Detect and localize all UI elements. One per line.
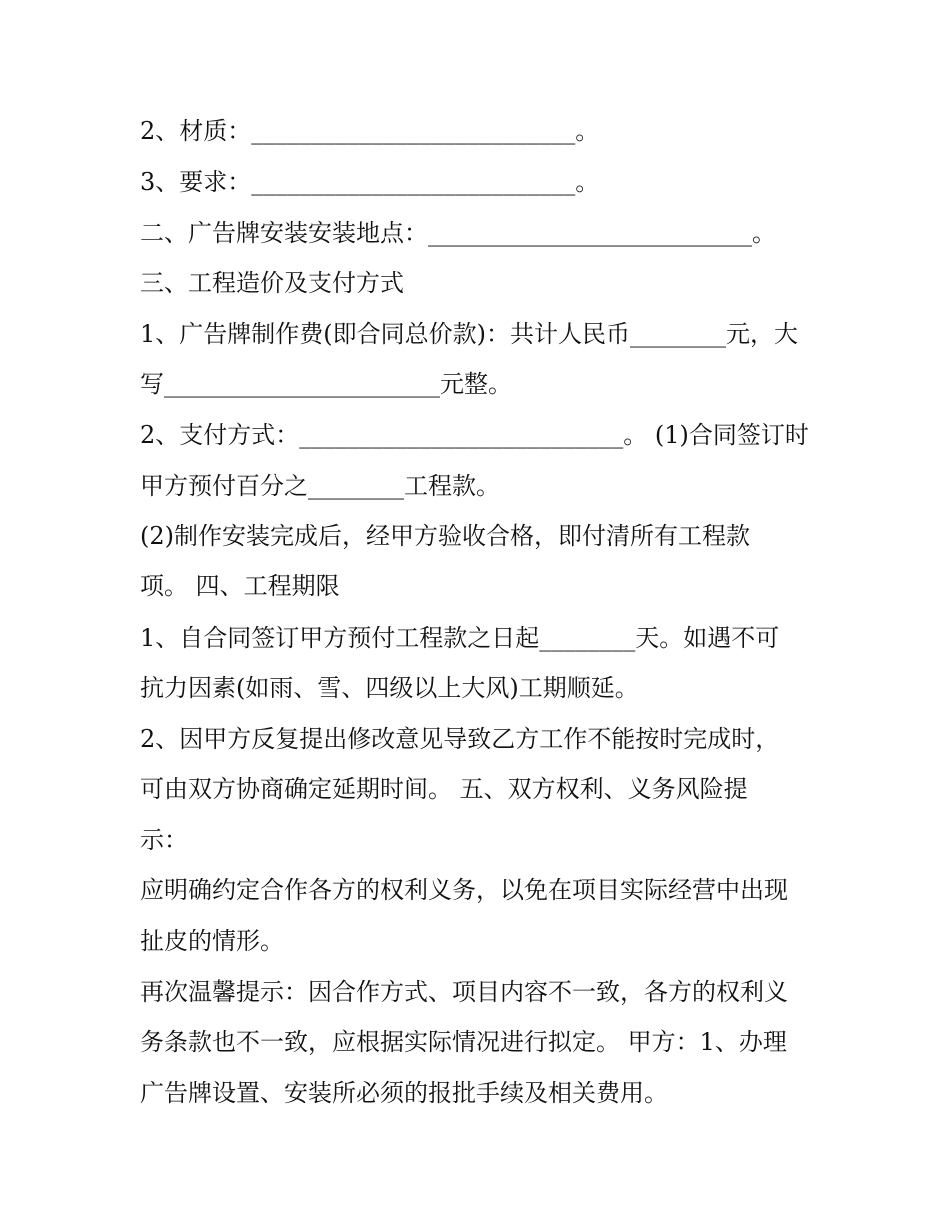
note-rights-obligations-tail: 扯皮的情形。 [140, 927, 284, 955]
clause-construction-period: 1、自合同签订甲方预付工程款之日起________天。如遇不可 [140, 624, 780, 652]
section-installation-location: 二、广告牌安装安装地点：___________________________。 [140, 219, 776, 247]
clause-party-a-permits: 广告牌设置、安装所必须的报批手续及相关费用。 [140, 1079, 668, 1107]
clause-production-fee-capital: 写_______________________元整。 [140, 370, 512, 398]
section-heading-schedule: 项。 四、工程期限 [140, 572, 340, 600]
clause-payment-method: 2、支付方式：___________________________。 (1)合同签订时 [140, 421, 809, 449]
clause-final-payment: (2)制作安装完成后，经甲方验收合格，即付清所有工程款 [140, 522, 750, 550]
clause-production-fee: 1、广告牌制作费(即合同总价款)：共计人民币________元，大 [140, 320, 798, 348]
clause-prepayment: 甲方预付百分之________工程款。 [140, 472, 500, 500]
note-rights-obligations: 应明确约定合作各方的权利义务，以免在项目实际经营中出现 [140, 876, 788, 904]
section-heading-rights-tail: 示： [140, 826, 188, 854]
section-heading-cost-payment: 三、工程造价及支付方式 [140, 269, 404, 297]
note-reminder: 再次温馨提示：因合作方式、项目内容不一致，各方的权利义 [140, 978, 788, 1006]
clause-delay-modifications: 2、因甲方反复提出修改意见导致乙方工作不能按时完成时， [140, 725, 780, 753]
clause-material: 2、材质：___________________________。 [140, 117, 600, 145]
note-reminder-party-a: 务条款也不一致，应根据实际情况进行拟定。 甲方：1、办理 [140, 1028, 787, 1056]
clause-requirements: 3、要求：___________________________。 [140, 168, 600, 196]
clause-force-majeure: 抗力因素(如雨、雪、四级以上大风)工期顺延。 [140, 674, 639, 702]
clause-delay-negotiation: 可由双方协商确定延期时间。 五、双方权利、义务风险提 [140, 775, 748, 803]
